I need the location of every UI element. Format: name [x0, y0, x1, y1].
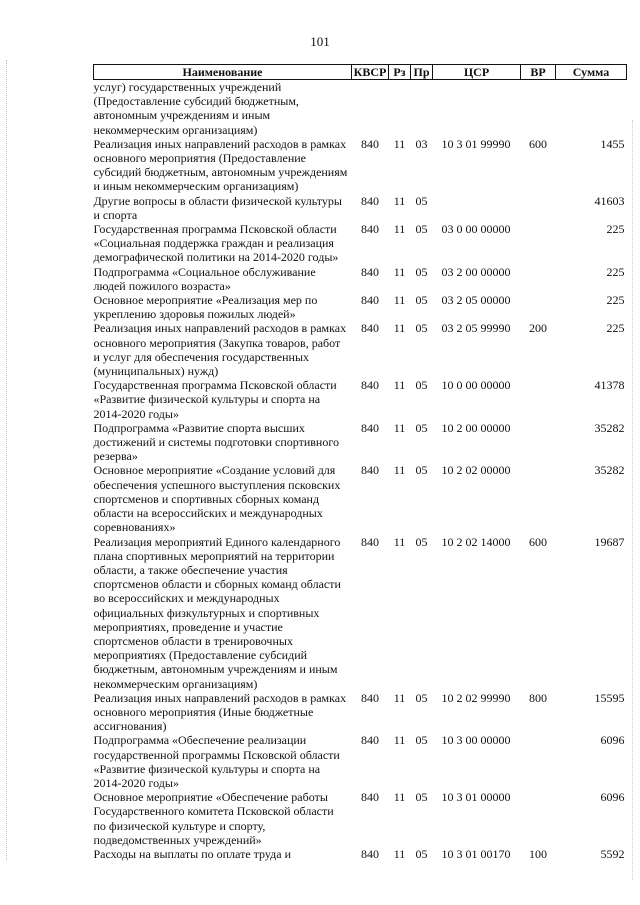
cell-sum: 225 — [606, 222, 625, 237]
cell-name: Подпрограмма «Обеспечение реализации государственной программы Псковской области «Развитие физической культуры и спорта на 2014-2020 годы» — [93, 733, 340, 790]
cell-vr: 600 — [529, 534, 547, 549]
cell-rz: 11 — [393, 136, 406, 151]
cell-kvsr: 840 — [361, 790, 379, 805]
cell-name: Реализация иных направлений расходов в рамках основного мероприятия (Предоставление субсидий бюджетным, автономным учреждениям и иным некоммерческим организациям) — [93, 136, 348, 194]
cell-sum: 15595 — [594, 690, 625, 705]
cell-pr: 05 — [415, 420, 428, 435]
cell-csr: 10 3 00 00000 — [441, 733, 511, 748]
cell-pr: 03 — [415, 136, 428, 151]
cell-pr — [411, 80, 433, 137]
header-name: Наименование — [94, 65, 352, 80]
cell-name: Государственная программа Псковской области «Социальная поддержка граждан и реализация демографической политики на 2014-2020 годы» — [93, 222, 339, 265]
cell-sum: 6096 — [600, 790, 625, 805]
cell-rz: 11 — [393, 222, 406, 237]
cell-name: Подпрограмма «Социальное обслуживание людей пожилого возраста» — [93, 264, 316, 293]
cell-csr — [433, 194, 521, 222]
cell-sum: 41603 — [594, 193, 625, 208]
cell-pr: 05 — [415, 534, 428, 549]
cell-pr: 05 — [415, 321, 428, 336]
cell-vr: 100 — [529, 846, 547, 861]
table-row — [94, 137, 627, 194]
scan-edge-right — [632, 120, 634, 880]
table-row — [94, 691, 627, 734]
cell-name: Реализация иных направлений расходов в рамках основного мероприятия (Закупка товаров, работ и услуг для обеспечения государственных (муниципальных) нужд) — [93, 321, 347, 379]
cell-vr: 600 — [529, 136, 547, 151]
cell-sum: 1455 — [600, 136, 625, 151]
cell-rz: 11 — [393, 690, 406, 705]
table-row — [94, 265, 627, 293]
cell-rz: 11 — [393, 733, 406, 748]
cell-kvsr: 840 — [361, 463, 379, 478]
cell-pr: 05 — [415, 690, 428, 705]
scan-edge-left — [6, 60, 8, 860]
header-sum: Сумма — [556, 65, 627, 80]
table-row — [94, 535, 627, 691]
cell-kvsr: 840 — [361, 321, 379, 336]
cell-kvsr: 840 — [361, 293, 379, 308]
cell-vr — [521, 194, 556, 222]
table-row — [94, 790, 627, 847]
cell-vr: 200 — [529, 321, 547, 336]
table-header-row — [94, 65, 627, 80]
cell-vr — [521, 80, 556, 137]
table-row — [94, 222, 627, 265]
cell-csr: 10 3 01 00000 — [441, 790, 511, 805]
cell-name: Основное мероприятие «Обеспечение работы Государственного комитета Псковской области по физической культуре и спорту, подведомственных учреждений» — [93, 790, 334, 847]
cell-rz: 11 — [393, 463, 406, 478]
cell-vr: 800 — [529, 690, 547, 705]
cell-rz: 11 — [393, 420, 406, 435]
cell-csr: 10 0 00 00000 — [441, 378, 511, 393]
header-rz: Рз — [389, 65, 411, 80]
cell-sum: 19687 — [594, 534, 625, 549]
cell-sum: 5592 — [600, 846, 625, 861]
cell-sum: 225 — [606, 264, 625, 279]
header-pr: Пр — [411, 65, 433, 80]
cell-name: Подпрограмма «Развитие спорта высших достижений и системы подготовки спортивного резерва» — [93, 420, 339, 464]
cell-name: Реализация иных направлений расходов в рамках основного мероприятия (Иные бюджетные ассигнования) — [93, 690, 347, 734]
cell-pr: 05 — [415, 463, 428, 478]
cell-csr: 10 2 00 00000 — [441, 420, 511, 435]
cell-csr: 03 2 00 00000 — [441, 264, 511, 279]
cell-pr: 05 — [415, 293, 428, 308]
cell-rz: 11 — [393, 534, 406, 549]
cell-kvsr: 840 — [361, 690, 379, 705]
cell-rz: 11 — [393, 264, 406, 279]
budget-table — [93, 64, 627, 861]
cell-csr: 03 0 00 00000 — [441, 222, 511, 237]
cell-name: услуг) государственных учреждений (Предоставление субсидий бюджетным, автономным учреждениям и иным некоммерческим организациям) — [93, 80, 299, 137]
cell-kvsr: 840 — [361, 534, 379, 549]
cell-pr: 05 — [415, 378, 428, 393]
cell-pr: 05 — [415, 193, 428, 208]
cell-vr — [521, 421, 556, 464]
cell-rz: 11 — [393, 790, 406, 805]
cell-csr: 10 2 02 14000 — [441, 534, 511, 549]
cell-csr: 10 3 01 00170 — [441, 846, 511, 861]
cell-csr: 03 2 05 99990 — [441, 321, 511, 336]
cell-name: Расходы на выплаты по оплате труда и — [93, 846, 291, 861]
cell-kvsr: 840 — [361, 193, 379, 208]
header-kvsr: КВСР — [352, 65, 389, 80]
cell-csr: 10 2 02 00000 — [441, 463, 511, 478]
cell-kvsr — [352, 80, 389, 137]
table-row — [94, 378, 627, 421]
header-vr: ВР — [521, 65, 556, 80]
table-row — [94, 463, 627, 534]
cell-pr: 05 — [415, 733, 428, 748]
table-row — [94, 293, 627, 321]
cell-rz: 11 — [393, 846, 406, 861]
cell-sum: 6096 — [600, 733, 625, 748]
cell-name: Другие вопросы в области физической культуры и спорта — [93, 193, 342, 222]
cell-rz: 11 — [393, 378, 406, 393]
page-number: 101 — [310, 34, 330, 49]
table-row — [94, 847, 627, 861]
cell-pr: 05 — [415, 264, 428, 279]
cell-vr — [521, 790, 556, 847]
table-row — [94, 194, 627, 222]
cell-pr: 05 — [415, 222, 428, 237]
cell-vr — [521, 378, 556, 421]
cell-csr — [433, 80, 521, 137]
cell-sum: 41378 — [594, 378, 625, 393]
cell-kvsr: 840 — [361, 136, 379, 151]
cell-sum: 35282 — [594, 463, 625, 478]
cell-vr — [521, 265, 556, 293]
cell-rz: 11 — [393, 293, 406, 308]
table-row — [94, 321, 627, 378]
cell-vr — [521, 293, 556, 321]
cell-kvsr: 840 — [361, 378, 379, 393]
table-row — [94, 733, 627, 790]
cell-sum: 225 — [606, 293, 625, 308]
cell-kvsr: 840 — [361, 733, 379, 748]
cell-csr: 10 2 02 99990 — [441, 690, 511, 705]
cell-sum: 35282 — [594, 420, 625, 435]
cell-pr: 05 — [415, 846, 428, 861]
cell-name: Основное мероприятие «Создание условий для обеспечения успешного выступления псковских спортсменов и спортивных сборных команд области на всероссийских и международных соревнованиях» — [93, 463, 341, 535]
cell-csr: 10 3 01 99990 — [441, 136, 511, 151]
cell-rz: 11 — [393, 193, 406, 208]
cell-sum — [556, 80, 627, 137]
cell-vr — [521, 733, 556, 790]
cell-sum: 225 — [606, 321, 625, 336]
cell-vr — [521, 463, 556, 534]
cell-kvsr: 840 — [361, 264, 379, 279]
cell-name: Государственная программа Псковской области «Развитие физической культуры и спорта на 2014-2020 годы» — [93, 378, 337, 421]
cell-rz: 11 — [393, 321, 406, 336]
cell-csr: 03 2 05 00000 — [441, 293, 511, 308]
header-csr: ЦСР — [433, 65, 521, 80]
cell-pr: 05 — [415, 790, 428, 805]
table-row — [94, 421, 627, 464]
cell-name: Основное мероприятие «Реализация мер по укреплению здоровья пожилых людей» — [93, 293, 318, 322]
table-row — [94, 80, 627, 137]
cell-name: Реализация мероприятий Единого календарного плана спортивных мероприятий на территории области, а также обеспечение участия спортсменов области и сборных команд области во всероссийских и международных официальных физкультурных и спортивных мероприятиях, проведение и участие спортсменов области в тренировочных мероприятиях (Предоставление субсидий бюджетным, автономным учреждениям и иным некоммерческим организациям) — [93, 534, 341, 691]
cell-kvsr: 840 — [361, 846, 379, 861]
cell-kvsr: 840 — [361, 420, 379, 435]
cell-vr — [521, 222, 556, 265]
cell-rz — [389, 80, 411, 137]
cell-kvsr: 840 — [361, 222, 379, 237]
table-body — [94, 80, 627, 862]
